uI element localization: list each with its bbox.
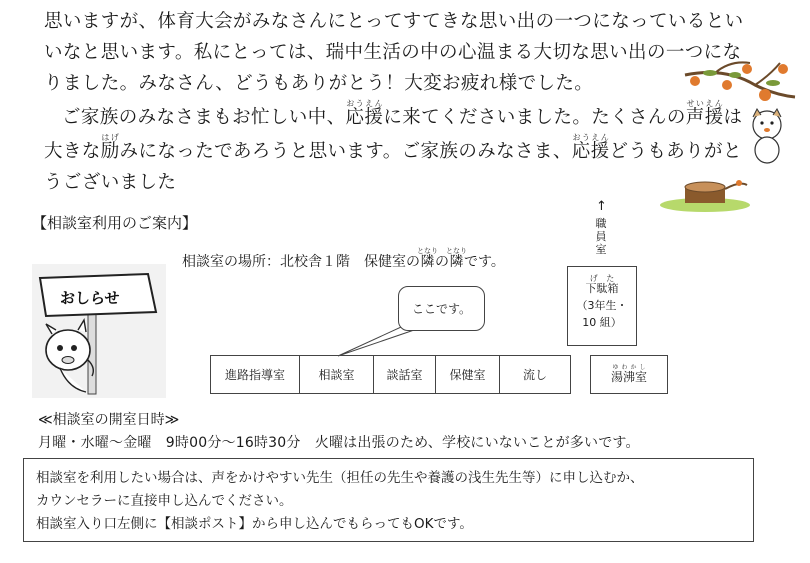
prose-line-4: ご家族のみなさまもお忙しい中、応援おうえんに来てくださいました。たくさんの声援せいえんは: [62, 99, 743, 128]
mascot-character: [753, 109, 781, 163]
prose-line-1: 思いますが、体育大会がみなさんにとってすてきな思い出の一つになっているとい: [44, 11, 744, 32]
room-career-guidance: 進路指導室: [211, 356, 300, 393]
usage-notice-box: [23, 458, 754, 542]
room-consultation: 相談室: [300, 356, 374, 393]
opening-hours-text: 月曜・水曜～金曜 9時00分～16時30分 火曜は出張のため、学校にいないことが多いです。: [38, 435, 640, 451]
shoe-locker-box: [567, 266, 637, 346]
room-sink: 流し: [522, 368, 547, 382]
shoe-locker-title: 下駄箱げた: [585, 274, 619, 295]
prose-line-3: りました。みなさん、どうもありがとう！大変お疲れ様でした。: [44, 73, 594, 94]
staff-room-label: 職員室: [595, 217, 607, 256]
shoe-locker-sub1: （3年生・: [576, 299, 628, 312]
tree-stump-illustration: [660, 180, 750, 212]
prose-line-6: うございました: [44, 172, 177, 193]
notice-line-2: カウンセラーに直接申し込んでください。: [36, 493, 293, 509]
letter-body: [44, 6, 744, 198]
prose-line-2: いなと思います。私にとっては、瑞中生活の中の心温まる大切な思い出の一つにな: [44, 42, 742, 63]
room-lounge: 談話室: [374, 356, 436, 393]
room-health: 保健室: [436, 356, 500, 393]
speech-bubble: ここです。: [398, 286, 485, 331]
persimmon-tree-illustration: [655, 55, 803, 215]
notice-sign-illustration: [32, 264, 166, 398]
notice-line-1: 相談室を利用したい場合は、声をかけやすい先生（担任の先生や養護の浅生先生等）に申し込むか、: [36, 470, 644, 486]
kitchenette-room: 湯沸室ゆわかし: [590, 355, 668, 394]
sign-label: おしらせ: [60, 289, 120, 307]
section-title: 【相談室利用のご案内】: [32, 214, 198, 232]
up-arrow-icon: ↑: [596, 199, 607, 214]
notice-line-3: 相談室入り口左側に【相談ポスト】から申し込んでもらってもOKです。: [36, 516, 473, 532]
prose-line-5: 大きな励はげみになったであろうと思います。ご家族のみなさま、応援おうえんどうもありがと: [44, 133, 742, 162]
opening-hours-heading: ≪相談室の開室日時≫: [38, 412, 180, 428]
shoe-locker-sub2: 10 組）: [582, 316, 622, 329]
consultation-room-location: 相談室の場所：北校舎１階 保健室の隣となりの隣となりです。: [182, 247, 505, 270]
room-row: [210, 355, 571, 394]
